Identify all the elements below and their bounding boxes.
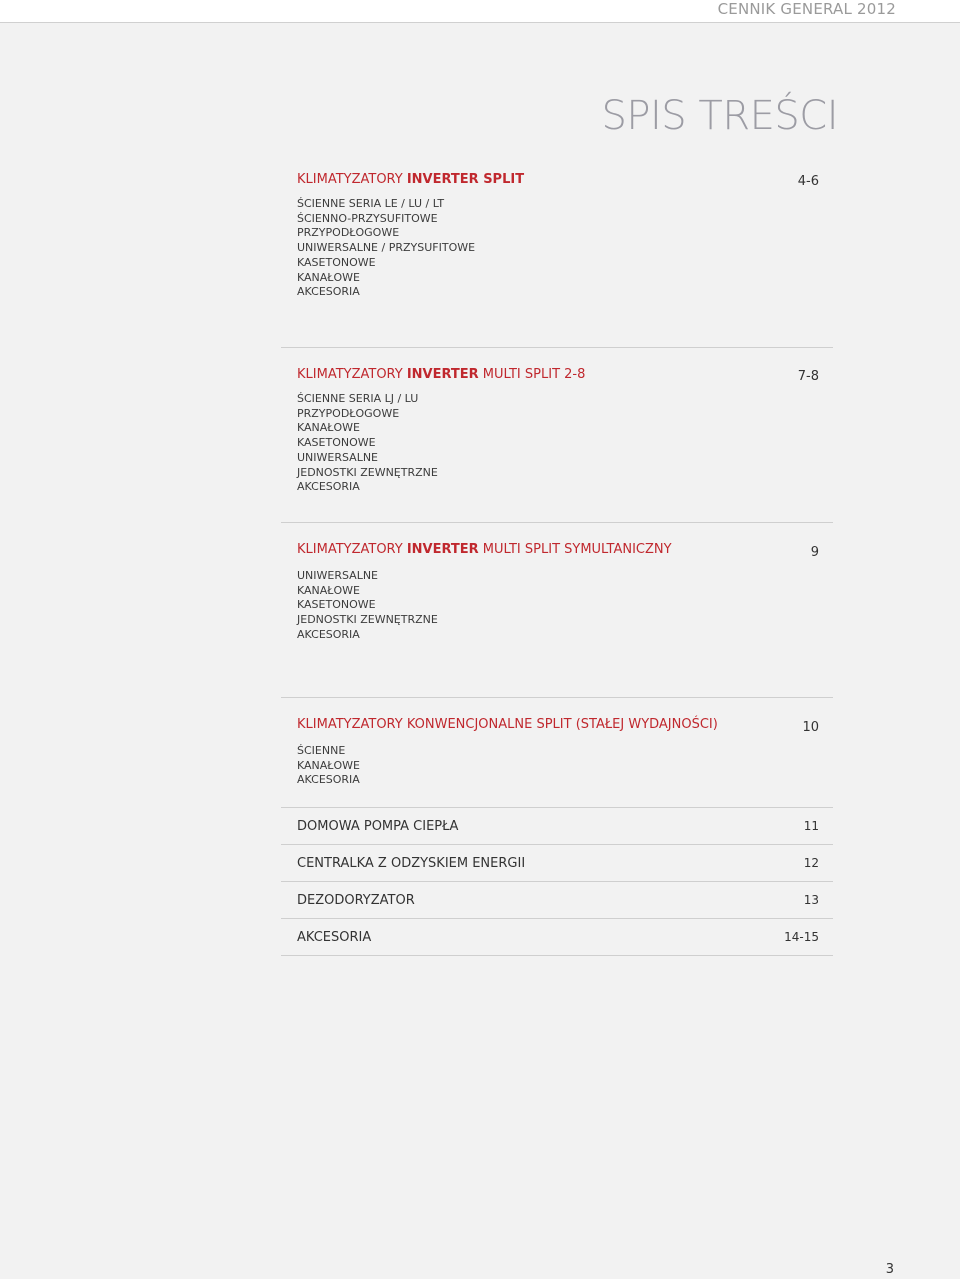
toc-row[interactable]: [281, 808, 833, 845]
toc-section: [281, 523, 833, 698]
list-item: KANAŁOWE: [297, 270, 360, 284]
list-item: JEDNOSTKI ZEWNĘTRZNE: [297, 613, 438, 627]
section-pages: 7-8: [797, 369, 819, 384]
row-title: DOMOWA POMPA CIEPŁA: [297, 818, 459, 834]
list-item: PRZYPODŁOGOWE: [297, 406, 400, 420]
list-item: ŚCIENNE SERIA LJ / LU: [297, 392, 419, 405]
list-item: UNIWERSALNE: [297, 450, 379, 464]
toc-section: [281, 698, 833, 808]
section-pages: 4-6: [797, 174, 819, 189]
toc-row[interactable]: [281, 882, 833, 919]
table-of-contents: [281, 150, 833, 956]
section-pages: 9: [810, 545, 819, 560]
list-item: KANAŁOWE: [297, 758, 360, 772]
section-pages: 10: [802, 720, 819, 735]
section-items: [281, 569, 833, 643]
list-item: ŚCIENNE: [297, 744, 346, 757]
page-number: 3: [885, 1262, 894, 1277]
row-title: AKCESORIA: [297, 929, 372, 945]
section-items: [281, 392, 833, 495]
top-bar: [0, 0, 960, 23]
list-item: KASETONOWE: [297, 598, 376, 612]
list-item: UNIWERSALNE / PRZYSUFITOWE: [297, 241, 476, 255]
page-title: SPIS TREŚCI: [601, 93, 838, 139]
section-title[interactable]: KLIMATYZATORY INVERTER MULTI SPLIT 2-8: [297, 367, 586, 382]
header-title: CENNIK GENERAL 2012: [717, 0, 896, 18]
row-pages: 12: [803, 856, 819, 870]
row-pages: 11: [803, 819, 819, 833]
row-pages: 14-15: [784, 930, 819, 944]
list-item: AKCESORIA: [297, 627, 360, 641]
list-item: ŚCIENNE SERIA LE / LU / LT: [297, 197, 445, 210]
list-item: AKCESORIA: [297, 480, 360, 494]
toc-row[interactable]: [281, 845, 833, 882]
list-item: PRZYPODŁOGOWE: [297, 226, 400, 240]
list-item: KASETONOWE: [297, 255, 376, 269]
list-item: UNIWERSALNE: [297, 569, 379, 582]
list-item: ŚCIENNO-PRZYSUFITOWE: [297, 211, 438, 225]
section-title[interactable]: KLIMATYZATORY INVERTER MULTI SPLIT SYMULTANICZNY: [297, 542, 672, 557]
toc-row[interactable]: [281, 919, 833, 956]
section-title[interactable]: KLIMATYZATORY KONWENCJONALNE SPLIT (STAŁEJ WYDAJNOŚCI): [297, 717, 718, 732]
list-item: KASETONOWE: [297, 436, 376, 450]
row-title: CENTRALKA Z ODZYSKIEM ENERGII: [297, 855, 526, 871]
list-item: AKCESORIA: [297, 773, 360, 787]
row-title: DEZODORYZATOR: [297, 892, 415, 908]
section-items: [281, 197, 833, 300]
toc-section: [281, 150, 833, 348]
list-item: JEDNOSTKI ZEWNĘTRZNE: [297, 465, 438, 479]
list-item: KANAŁOWE: [297, 583, 360, 597]
section-items: [281, 744, 833, 788]
row-pages: 13: [803, 893, 819, 907]
list-item: KANAŁOWE: [297, 421, 360, 435]
list-item: AKCESORIA: [297, 285, 360, 299]
section-title[interactable]: KLIMATYZATORY INVERTER SPLIT: [297, 172, 525, 187]
toc-section: [281, 348, 833, 523]
